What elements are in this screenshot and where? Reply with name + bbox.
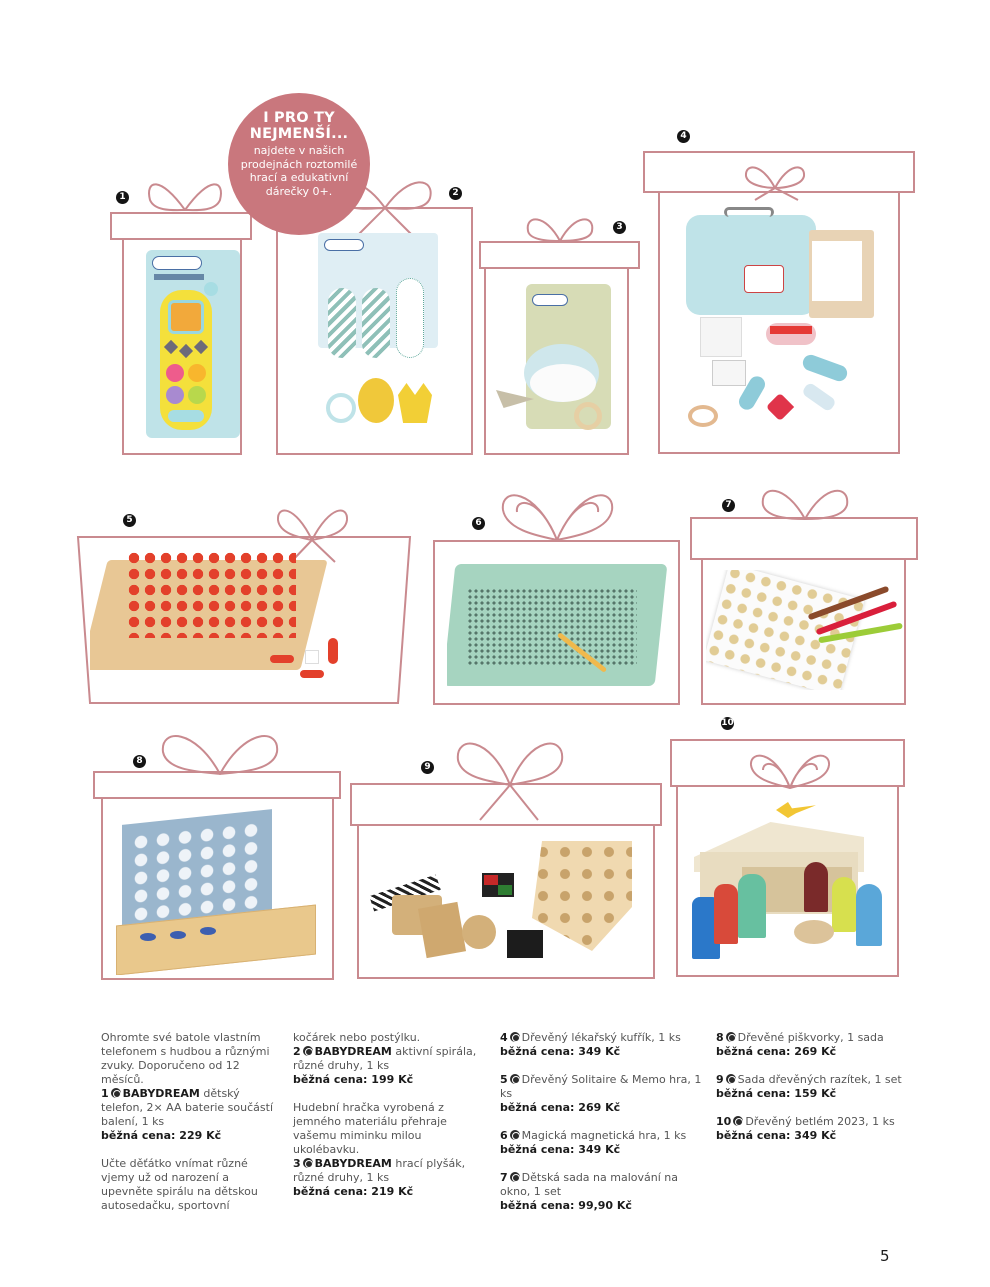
gift-lid — [350, 783, 662, 826]
bow-icon — [495, 482, 620, 542]
activity-spiral-image — [318, 233, 438, 433]
badge-7: 7 — [722, 499, 735, 512]
gift-lid — [479, 241, 640, 269]
promo-headline-1: I PRO TY — [263, 110, 335, 126]
badge-6: 6 — [472, 517, 485, 530]
brand-logo-icon — [510, 1074, 520, 1084]
price-item-3: běžná cena: 219 Kč — [293, 1185, 414, 1198]
price-item-1: běžná cena: 229 Kč — [101, 1129, 222, 1142]
item-6-block: 6 Magická magnetická hra, 1 ks běžná cena: 349 Kč — [500, 1129, 705, 1157]
promo-body-1: najdete v našich — [253, 144, 345, 157]
bow-icon — [155, 728, 285, 776]
gift-lid — [93, 771, 341, 799]
brand-logo-icon — [733, 1116, 743, 1126]
item-8-block: 8 Dřevěné piškvorky, 1 sada běžná cena: 269 Kč — [716, 1031, 906, 1059]
price-item-5: běžná cena: 269 Kč — [500, 1101, 621, 1114]
brand-logo-icon — [303, 1046, 313, 1056]
nativity-scene-image — [686, 792, 891, 970]
bow-icon — [135, 170, 235, 215]
item-9-block: 9 Sada dřevěných razítek, 1 set běžná cena: 159 Kč — [716, 1073, 906, 1101]
text-column-1 — [101, 1031, 276, 1227]
badge-2: 2 — [449, 187, 462, 200]
promo-headline-2: NEJMENŠÍ... — [249, 126, 349, 142]
whale-plush-image — [494, 282, 619, 442]
bow-icon — [520, 213, 600, 243]
gift-lid — [110, 212, 252, 240]
item-3-block: Hudební hračka vyrobená z jemného materiálu přehraje vašemu miminku milou ukolébavku. 3 BABYDREAM hrací plyšák, různé druhy, 1 ks běžná cena: 219 Kč — [293, 1101, 488, 1199]
promo-body-4: dárečky 0+. — [265, 184, 333, 198]
bow-icon — [745, 745, 835, 790]
price-item-7: běžná cena: 99,90 Kč — [500, 1199, 632, 1212]
brand-logo-icon — [726, 1074, 736, 1084]
badge-1: 1 — [116, 191, 129, 204]
connect-four-image — [110, 805, 325, 975]
item-7-block: 7 Dětská sada na malování na okno, 1 set běžná cena: 99,90 Kč — [500, 1171, 705, 1213]
brand-logo-icon — [510, 1032, 520, 1042]
brand-logo-icon — [726, 1032, 736, 1042]
price-item-6: běžná cena: 349 Kč — [500, 1143, 621, 1156]
doctor-kit-image — [684, 205, 884, 440]
solitaire-board-image — [90, 550, 390, 690]
brand-logo-icon — [510, 1172, 520, 1182]
brand-logo-icon — [111, 1088, 121, 1098]
badge-4: 4 — [677, 130, 690, 143]
brand-logo-icon — [510, 1130, 520, 1140]
price-item-9: běžná cena: 159 Kč — [716, 1087, 837, 1100]
promo-circle — [228, 93, 370, 235]
item-10-block: 10 Dřevěný betlém 2023, 1 ks běžná cena: 349 Kč — [716, 1115, 906, 1143]
promo-body-3: hrací a edukativní — [249, 171, 349, 184]
intro-text-spiral: Učte děťátko vnímat různé vjemy už od narození a upevněte spirálu na dětskou autosedačku, sportovní — [101, 1157, 258, 1212]
text-column-2 — [293, 1031, 488, 1213]
price-item-8: běžná cena: 269 Kč — [716, 1045, 837, 1058]
badge-3: 3 — [613, 221, 626, 234]
brand-logo-icon — [303, 1158, 313, 1168]
stamp-set-image — [362, 835, 652, 970]
badge-8: 8 — [133, 755, 146, 768]
price-item-10: běžná cena: 349 Kč — [716, 1129, 837, 1142]
magnetic-board-image — [447, 562, 669, 692]
page-number: 5 — [880, 1247, 890, 1265]
yellow-toy-phone-image — [146, 250, 240, 438]
promo-body-2: prodejnách roztomilé — [240, 157, 358, 171]
bow-icon — [755, 483, 855, 521]
badge-10: 10 — [721, 718, 734, 728]
badge-5: 5 — [123, 514, 136, 527]
item-4-block: 4 Dřevěný lékařský kufřík, 1 ks běžná cena: 349 Kč — [500, 1031, 705, 1059]
item-2-block: kočárek nebo postýlku. 2 BABYDREAM aktivní spirála, různé druhy, 1 ks běžná cena: 199 Kč — [293, 1031, 488, 1087]
text-column-4 — [716, 1031, 906, 1157]
price-item-4: běžná cena: 349 Kč — [500, 1045, 621, 1058]
intro-text-phone: Ohromte své batole vlastním telefonem s hudbou a různými zvuky. Doporučeno od 12 měsíců. 1 BABYDREAM dětský telefon, 2× AA baterie součástí balení, 1 ks běžná cena: 229 Kč — [101, 1031, 276, 1143]
badge-9: 9 — [421, 761, 434, 774]
gift-lid — [690, 517, 918, 560]
price-item-2: běžná cena: 199 Kč — [293, 1073, 414, 1086]
window-paint-set-image — [706, 570, 906, 690]
item-5-block: 5 Dřevěný Solitaire & Memo hra, 1 ks běžná cena: 269 Kč — [500, 1073, 705, 1115]
text-column-3 — [500, 1031, 705, 1227]
